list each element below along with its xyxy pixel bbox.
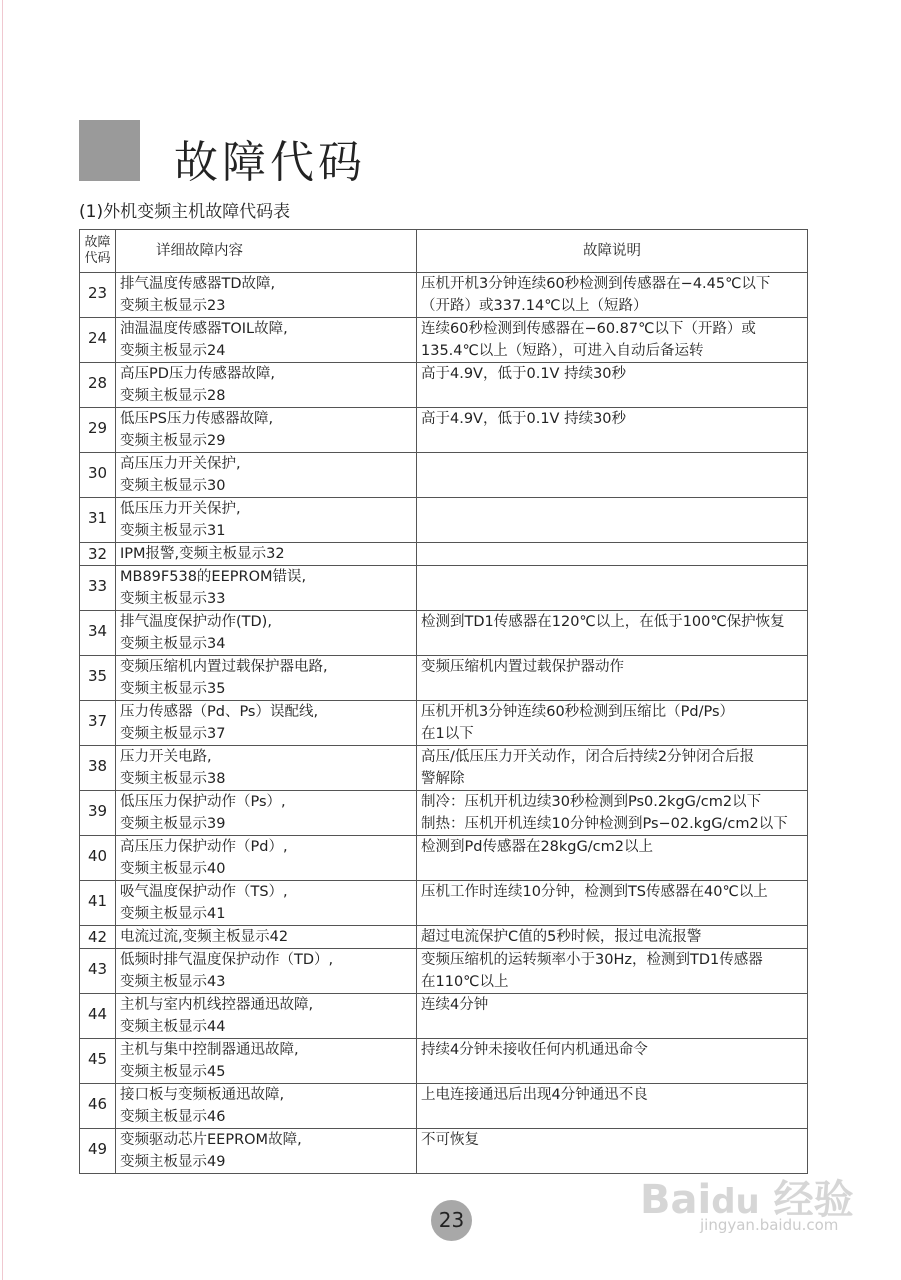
fault-description-line: 连续60秒检测到传感器在−60.87℃以下（开路）或 (421, 321, 756, 337)
section-marker-square (79, 120, 140, 181)
table-row (80, 836, 808, 881)
fault-description-line: 高压/低压压力开关动作，闭合后持续2分钟闭合后报 (421, 749, 755, 765)
fault-detail-cell (116, 1084, 417, 1129)
fault-description-cell (417, 363, 808, 408)
fault-detail-line: 变频主板显示23 (120, 298, 226, 314)
table-row (80, 1039, 808, 1084)
fault-detail-cell (116, 1129, 417, 1174)
fault-detail-cell (116, 949, 417, 994)
fault-detail-line: 压力传感器（Pd、Ps）误配线, (120, 704, 319, 720)
fault-code: 43 (87, 960, 108, 978)
table-row (80, 543, 808, 566)
table-row (80, 1084, 808, 1129)
fault-detail-line: 油温温度传感器TOIL故障, (120, 321, 288, 337)
header-code (80, 230, 116, 273)
fault-description-line: 压机工作时连续10分钟，检测到TS传感器在40℃以上 (421, 884, 768, 900)
fault-code-cell (80, 656, 116, 701)
fault-code-cell (80, 363, 116, 408)
fault-detail-line: 变频主板显示33 (120, 591, 226, 607)
fault-detail-line: 变频主板显示30 (120, 478, 226, 494)
fault-description-cell (417, 611, 808, 656)
fault-description-cell (417, 318, 808, 363)
fault-description-line: 变频压缩机内置过载保护器动作 (421, 659, 624, 675)
fault-description-line: 在1以下 (421, 726, 474, 742)
fault-description-cell (417, 1084, 808, 1129)
fault-detail-line: 低压PS压力传感器故障, (120, 411, 274, 427)
page-title: 故障代码 (174, 137, 366, 188)
fault-detail-line: 变频主板显示40 (120, 861, 226, 877)
fault-description-cell (417, 791, 808, 836)
fault-detail-line: 低压压力保护动作（Ps）, (120, 794, 286, 810)
fault-detail-line: 变频驱动芯片EEPROM故障, (120, 1132, 302, 1148)
table-row (80, 881, 808, 926)
fault-detail-line: 变频主板显示44 (120, 1019, 226, 1035)
table-row (80, 408, 808, 453)
fault-detail-line: 高压压力保护动作（Pd）, (120, 839, 288, 855)
table-row (80, 273, 808, 318)
fault-detail-line: 吸气温度保护动作（TS）, (120, 884, 288, 900)
fault-code: 35 (87, 667, 108, 685)
fault-code-cell (80, 836, 116, 881)
fault-description-cell (417, 701, 808, 746)
fault-detail-cell (116, 881, 417, 926)
fault-code: 45 (87, 1050, 108, 1068)
fault-detail-line: 低频时排气温度保护动作（TD）, (120, 952, 334, 968)
fault-detail-line: 电流过流,变频主板显示42 (120, 929, 289, 945)
table-row (80, 701, 808, 746)
fault-detail-line: 压力开关电路, (120, 749, 212, 765)
fault-detail-line: 主机与室内机线控器通迅故障, (120, 997, 314, 1013)
fault-detail-cell (116, 273, 417, 318)
fault-detail-line: 变频主板显示34 (120, 636, 226, 652)
fault-detail-line: 变频主板显示49 (120, 1154, 226, 1170)
fault-detail-cell (116, 453, 417, 498)
table-row (80, 566, 808, 611)
fault-detail-line: 低压压力开关保护, (120, 501, 241, 517)
fault-description-line: 上电连接通迅后出现4分钟通迅不良 (421, 1087, 648, 1103)
baidu-watermark-logo: Baidu 经验 (640, 1177, 854, 1223)
fault-description-cell (417, 1039, 808, 1084)
fault-code-cell (80, 543, 116, 566)
fault-code-cell (80, 273, 116, 318)
table-row (80, 1129, 808, 1174)
fault-description-cell (417, 453, 808, 498)
fault-code-cell (80, 611, 116, 656)
fault-description-line: 制冷：压机开机边续30秒检测到Ps0.2kgG/cm2以下 (421, 794, 762, 810)
fault-code-cell (80, 1129, 116, 1174)
fault-detail-line: 变频主板显示24 (120, 343, 226, 359)
fault-detail-cell (116, 498, 417, 543)
fault-code-cell (80, 881, 116, 926)
page-number: 23 (431, 1200, 472, 1241)
fault-description-line: 高于4.9V，低于0.1V 持续30秒 (421, 366, 627, 382)
fault-detail-line: 变频主板显示46 (120, 1109, 226, 1125)
fault-detail-line: 变频主板显示31 (120, 523, 226, 539)
fault-code-cell (80, 1084, 116, 1129)
fault-code: 29 (87, 419, 108, 437)
fault-code: 34 (87, 622, 108, 640)
fault-description-cell (417, 1129, 808, 1174)
fault-description-line: 检测到Pd传感器在28kgG/cm2以上 (421, 839, 653, 855)
fault-detail-line: 主机与集中控制器通迅故障, (120, 1042, 299, 1058)
fault-description-cell (417, 273, 808, 318)
fault-code: 23 (87, 284, 108, 302)
fault-detail-cell (116, 836, 417, 881)
fault-detail-cell (116, 611, 417, 656)
fault-description-line: 压机开机3分钟连续60秒检测到传感器在−4.45℃以下 (421, 276, 771, 292)
fault-description-line: 在110℃以上 (421, 974, 509, 990)
page-edge-line (2, 0, 3, 1280)
fault-code-cell (80, 949, 116, 994)
fault-description-cell (417, 926, 808, 949)
header-code-line2: 代码 (84, 251, 111, 266)
fault-description-line: 制热：压机开机连续10分钟检测到Ps−02.kgG/cm2以下 (421, 816, 788, 832)
table-row (80, 949, 808, 994)
table-caption: (1)外机变频主机故障代码表 (79, 202, 291, 222)
fault-detail-line: 变频主板显示35 (120, 681, 226, 697)
table-row (80, 994, 808, 1039)
table-row (80, 746, 808, 791)
fault-detail-cell (116, 408, 417, 453)
fault-code: 32 (87, 545, 108, 563)
fault-description-cell (417, 566, 808, 611)
fault-code: 24 (87, 329, 108, 347)
fault-description-cell (417, 994, 808, 1039)
table-row (80, 656, 808, 701)
fault-code-cell (80, 498, 116, 543)
fault-description-line: 超过电流保护C值的5秒时候，报过电流报警 (421, 929, 702, 945)
fault-detail-cell (116, 746, 417, 791)
fault-detail-cell (116, 543, 417, 566)
fault-description-line: 变频压缩机的运转频率小于30Hz，检测到TD1传感器 (421, 952, 763, 968)
table-row (80, 498, 808, 543)
fault-description-line: 警解除 (421, 771, 465, 787)
fault-code: 37 (87, 712, 108, 730)
fault-code: 41 (87, 892, 108, 910)
fault-detail-cell (116, 791, 417, 836)
fault-code-cell (80, 408, 116, 453)
fault-detail-line: 变频主板显示39 (120, 816, 226, 832)
fault-code: 46 (87, 1095, 108, 1113)
table-row (80, 318, 808, 363)
fault-detail-line: 变频主板显示41 (120, 906, 226, 922)
fault-code: 28 (87, 374, 108, 392)
fault-detail-line: 排气温度传感器TD故障, (120, 276, 276, 292)
fault-detail-cell (116, 566, 417, 611)
table-row (80, 611, 808, 656)
table-row (80, 791, 808, 836)
fault-description-cell (417, 949, 808, 994)
fault-detail-line: 高压压力开关保护, (120, 456, 241, 472)
fault-description-line: 不可恢复 (421, 1132, 479, 1148)
fault-code: 44 (87, 1005, 108, 1023)
fault-description-line: （开路）或337.14℃以上（短路） (421, 298, 648, 314)
fault-detail-cell (116, 994, 417, 1039)
fault-code-cell (80, 1039, 116, 1084)
header-detail: 详细故障内容 (116, 230, 417, 273)
fault-description-line: 持续4分钟未接收任何内机通迅命令 (421, 1042, 648, 1058)
table-header-row (80, 230, 808, 273)
fault-detail-cell (116, 363, 417, 408)
fault-code: 49 (87, 1140, 108, 1158)
fault-detail-cell (116, 926, 417, 949)
table-row (80, 453, 808, 498)
fault-code: 30 (87, 464, 108, 482)
fault-code: 38 (87, 757, 108, 775)
fault-description-cell (417, 881, 808, 926)
baidu-watermark-url: jingyan.baidu.com (700, 1216, 839, 1234)
fault-detail-cell (116, 1039, 417, 1084)
header-code-line1: 故障 (84, 235, 111, 250)
fault-detail-line: 变频压缩机内置过载保护器电路, (120, 659, 328, 675)
fault-code: 33 (87, 577, 108, 595)
table-row (80, 363, 808, 408)
fault-detail-line: 变频主板显示45 (120, 1064, 226, 1080)
fault-description-cell (417, 498, 808, 543)
fault-code-cell (80, 701, 116, 746)
header-description: 故障说明 (417, 230, 808, 273)
fault-detail-line: 高压PD压力传感器故障, (120, 366, 276, 382)
fault-code-cell (80, 318, 116, 363)
fault-description-cell (417, 408, 808, 453)
table-row (80, 926, 808, 949)
fault-detail-line: 变频主板显示38 (120, 771, 226, 787)
fault-detail-cell (116, 701, 417, 746)
fault-code-cell (80, 453, 116, 498)
fault-detail-line: MB89F538的EEPROM错误, (120, 569, 307, 585)
fault-detail-line: IPM报警,变频主板显示32 (120, 546, 285, 562)
fault-detail-line: 接口板与变频板通迅故障, (120, 1087, 285, 1103)
fault-description-cell (417, 656, 808, 701)
fault-code: 31 (87, 509, 108, 527)
fault-detail-line: 变频主板显示43 (120, 974, 226, 990)
fault-description-line: 高于4.9V，低于0.1V 持续30秒 (421, 411, 627, 427)
fault-code-cell (80, 746, 116, 791)
fault-code-cell (80, 566, 116, 611)
fault-description-line: 检测到TD1传感器在120℃以上，在低于100℃保护恢复 (421, 614, 785, 630)
fault-code: 39 (87, 802, 108, 820)
fault-detail-line: 变频主板显示29 (120, 433, 226, 449)
fault-code-cell (80, 926, 116, 949)
fault-description-cell (417, 746, 808, 791)
fault-description-cell (417, 836, 808, 881)
fault-detail-cell (116, 656, 417, 701)
fault-description-cell (417, 543, 808, 566)
fault-code-cell (80, 791, 116, 836)
fault-code: 40 (87, 847, 108, 865)
fault-code-table (79, 229, 808, 1174)
fault-description-line: 连续4分钟 (421, 997, 489, 1013)
fault-detail-cell (116, 318, 417, 363)
fault-description-line: 135.4℃以上（短路），可进入自动后备运转 (421, 343, 704, 359)
fault-detail-line: 排气温度保护动作(TD), (120, 614, 272, 630)
fault-code-cell (80, 994, 116, 1039)
fault-description-line: 压机开机3分钟连续60秒检测到压缩比（Pd/Ps） (421, 704, 735, 720)
fault-code: 42 (87, 928, 108, 946)
fault-detail-line: 变频主板显示37 (120, 726, 226, 742)
fault-detail-line: 变频主板显示28 (120, 388, 226, 404)
